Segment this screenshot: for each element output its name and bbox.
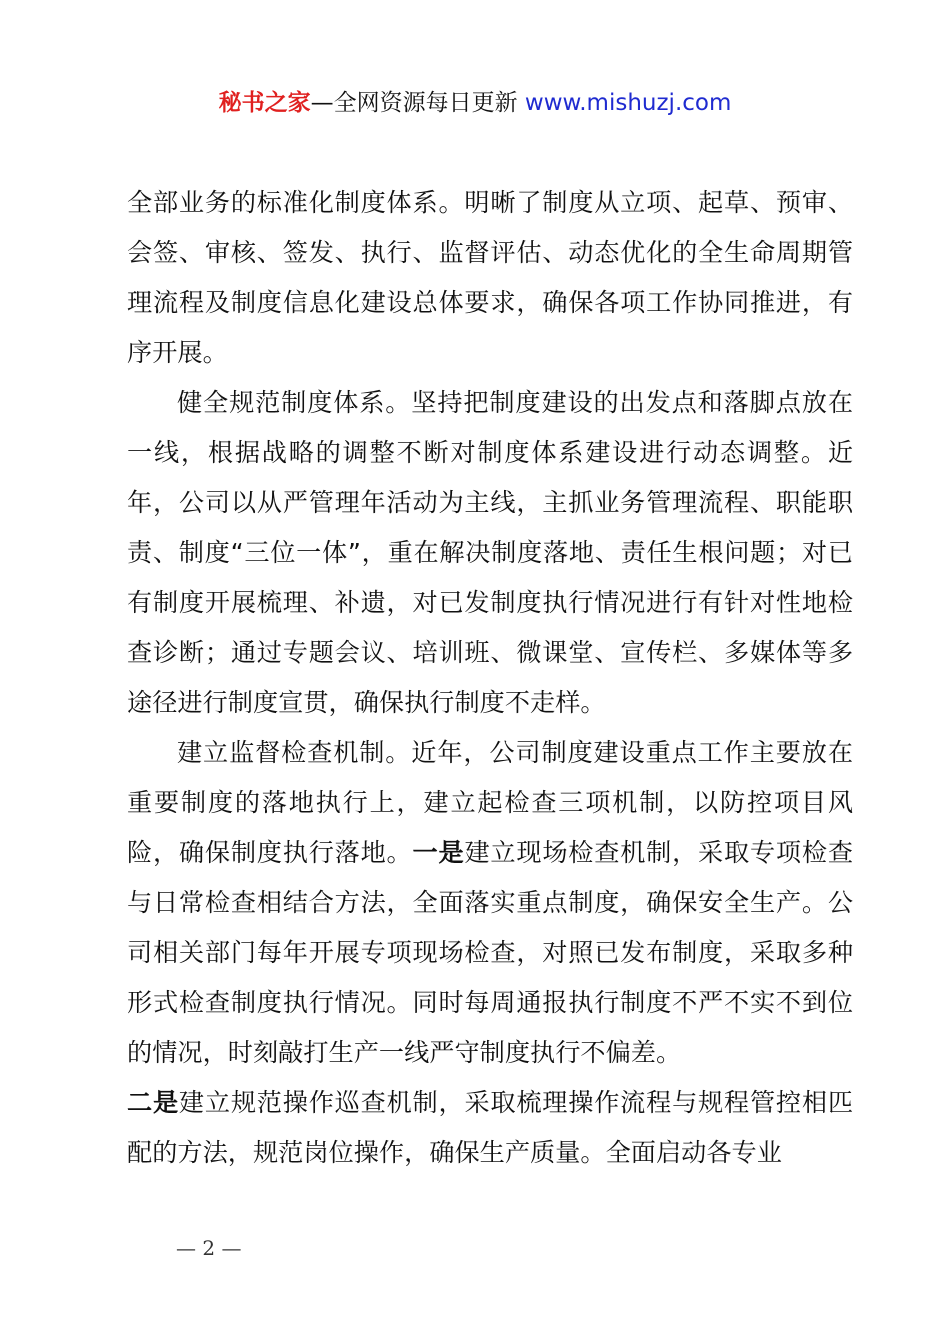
- paragraph-3: [127, 728, 853, 1178]
- site-header: [0, 86, 950, 120]
- paragraph-3-intro: 建立监督检查机制。近年，公司制度建设重点工作主要放在重要制度的落地执行上，建立起检查三项机制，以防控项目风险，确保制度执行落地。: [127, 738, 853, 867]
- bold-marker-second: 二是: [127, 1088, 179, 1117]
- paragraph-1: 全部业务的标准化制度体系。明晰了制度从立项、起草、预审、会签、审核、签发、执行、监督评估、动态优化的全生命周期管理流程及制度信息化建设总体要求，确保各项工作协同推进，有序开展。: [127, 188, 853, 367]
- document-body: [127, 178, 853, 1178]
- paragraph-3-end: 建立规范操作巡查机制，采取梳理操作流程与规程管控相匹配的方法，规范岗位操作，确保生产质量。全面启动各专业: [127, 1088, 854, 1167]
- paragraph-3-middle: 建立现场检查机制，采取专项检查与日常检查相结合方法，全面落实重点制度，确保安全生产。公司相关部门每年开展专项现场检查，对照已发布制度，采取多种形式检查制度执行情况。同时每周通报执行制度不严不实不到位的情况，时刻敲打生产一线严守制度执行不偏差。: [127, 838, 854, 1067]
- bold-marker-first: 一是: [412, 838, 465, 867]
- paragraph-2: 健全规范制度体系。坚持把制度建设的出发点和落脚点放在一线，根据战略的调整不断对制度体系建设进行动态调整。近年，公司以从严管理年活动为主线，主抓业务管理流程、职能职责、制度“三位一体”，重在解决制度落地、责任生根问题；对已有制度开展梳理、补遗，对已发制度执行情况进行有针对性地检查诊断；通过专题会议、培训班、微课堂、宣传栏、多媒体等多途径进行制度宣贯，确保执行制度不走样。: [127, 388, 853, 717]
- page-number: — 2 —: [176, 1236, 242, 1260]
- brand-name: 秘书之家: [218, 90, 311, 116]
- site-url-link[interactable]: www.mishuzj.com: [524, 90, 732, 116]
- header-tagline: —全网资源每日更新: [310, 90, 518, 116]
